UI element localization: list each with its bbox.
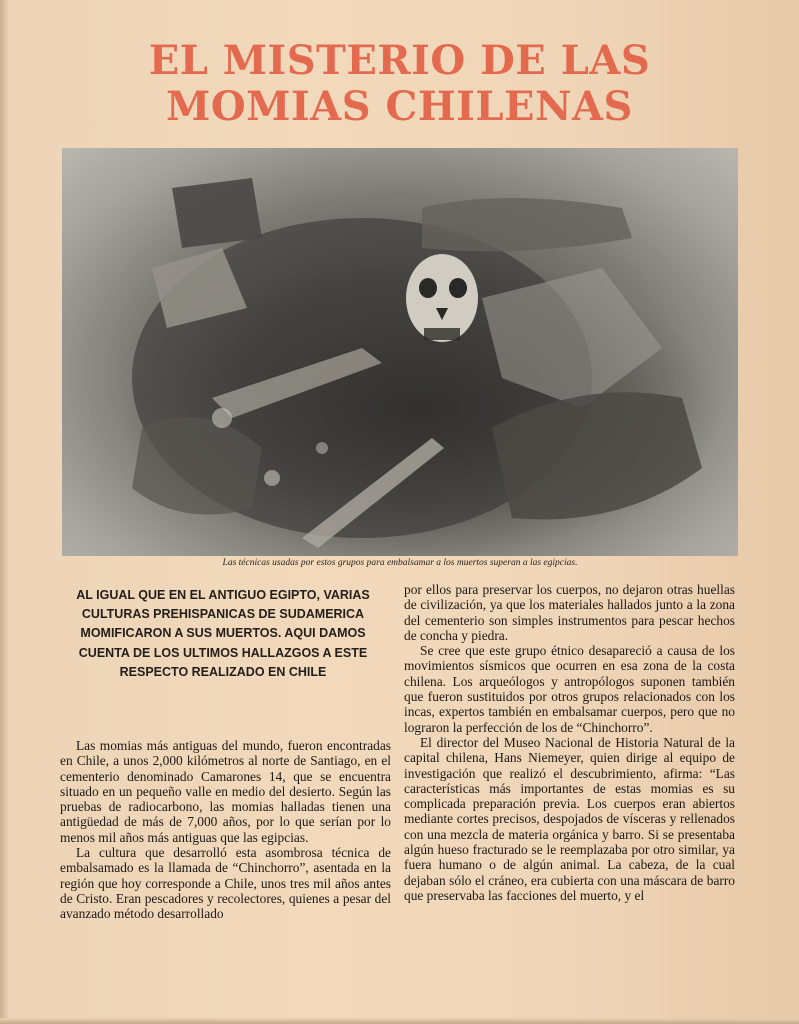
page-edge-bottom xyxy=(0,1018,799,1024)
right-paragraph-2: Se cree que este grupo étnico desapareció a causa de los movimientos sísmicos que ocurren en esa zona de la costa chilena. Los arqueólogos y antropólogos suponen también que fueron sustituidos por otros grupos relacionados con los incas, expertos también en embalsamar cuerpos, pero que no lograron la perfección de los de “Chinchorro”. xyxy=(404,643,735,735)
title-line-1: EL MISTERIO DE LAS xyxy=(148,37,651,84)
article-title xyxy=(0,38,799,130)
left-paragraph-2: La cultura que desarrolló esta asombrosa técnica de embalsamado es la llamada de “Chinchorro”, asentada en la región que hoy corresponde a Chile, unos tres mil años antes de Cristo. Eran pescadores y recolectores, quienes a pesar del avanzado método desarrollado xyxy=(60,845,391,922)
article-deck: AL IGUAL QUE EN EL ANTIGUO EGIPTO, VARIAS CULTURAS PREHISPANICAS DE SUDAMERICA MOMIFICARON A SUS MUERTOS. AQUI DAMOS CUENTA DE LOS ULTIMOS HALLAZGOS A ESTE RESPECTO REALIZADO EN CHILE xyxy=(76,588,370,679)
title-line-2: MOMIAS CHILENAS xyxy=(166,83,633,130)
left-column xyxy=(60,738,391,922)
page-edge-left xyxy=(0,0,8,1024)
left-paragraph-1: Las momias más antiguas del mundo, fueron encontradas en Chile, a unos 2,000 kilómetros al norte de Santiago, en el cementerio denominado Camarones 14, que se encuentra situado en un pequeño valle en medio del desierto. Según las pruebas de radiocarbono, las momias halladas tienen una antigüedad de más de 7,000 años, por lo que serían por lo menos mil años más antiguas que las egipcias. xyxy=(60,738,391,845)
right-paragraph-3: El director del Museo Nacional de Historia Natural de la capital chilena, Hans Niemeyer, quien dirige al equipo de investigación que realizó el descubrimiento, afirma: “Las características más importantes de estas momias es su complicada preparación previa. Los cuerpos eran abiertos mediante cortes precisos, despojados de vísceras y rellenados con una mezcla de materia orgánica y barro. Si se presentaba algún hueso fracturado se le reemplazaba por otro similar, ya fuera humano o de algún animal. La cabeza, de la cual dejaban sólo el cráneo, era cubierta con una máscara de barro que preservaba las facciones del muerto, y el xyxy=(404,734,735,903)
mummy-photo xyxy=(62,148,738,556)
right-column xyxy=(404,582,735,903)
photo-caption: Las técnicas usadas por estos grupos para embalsamar a los muertos superan a las egipcias. xyxy=(222,558,578,568)
mummy-photo-illustration xyxy=(62,148,738,556)
right-paragraph-1: por ellos para preservar los cuerpos, no dejaron otras huellas de civilización, ya que los materiales hallados junto a la zona del cementerio son simples instrumentos para pescar hechos de concha y piedra. xyxy=(404,582,735,643)
